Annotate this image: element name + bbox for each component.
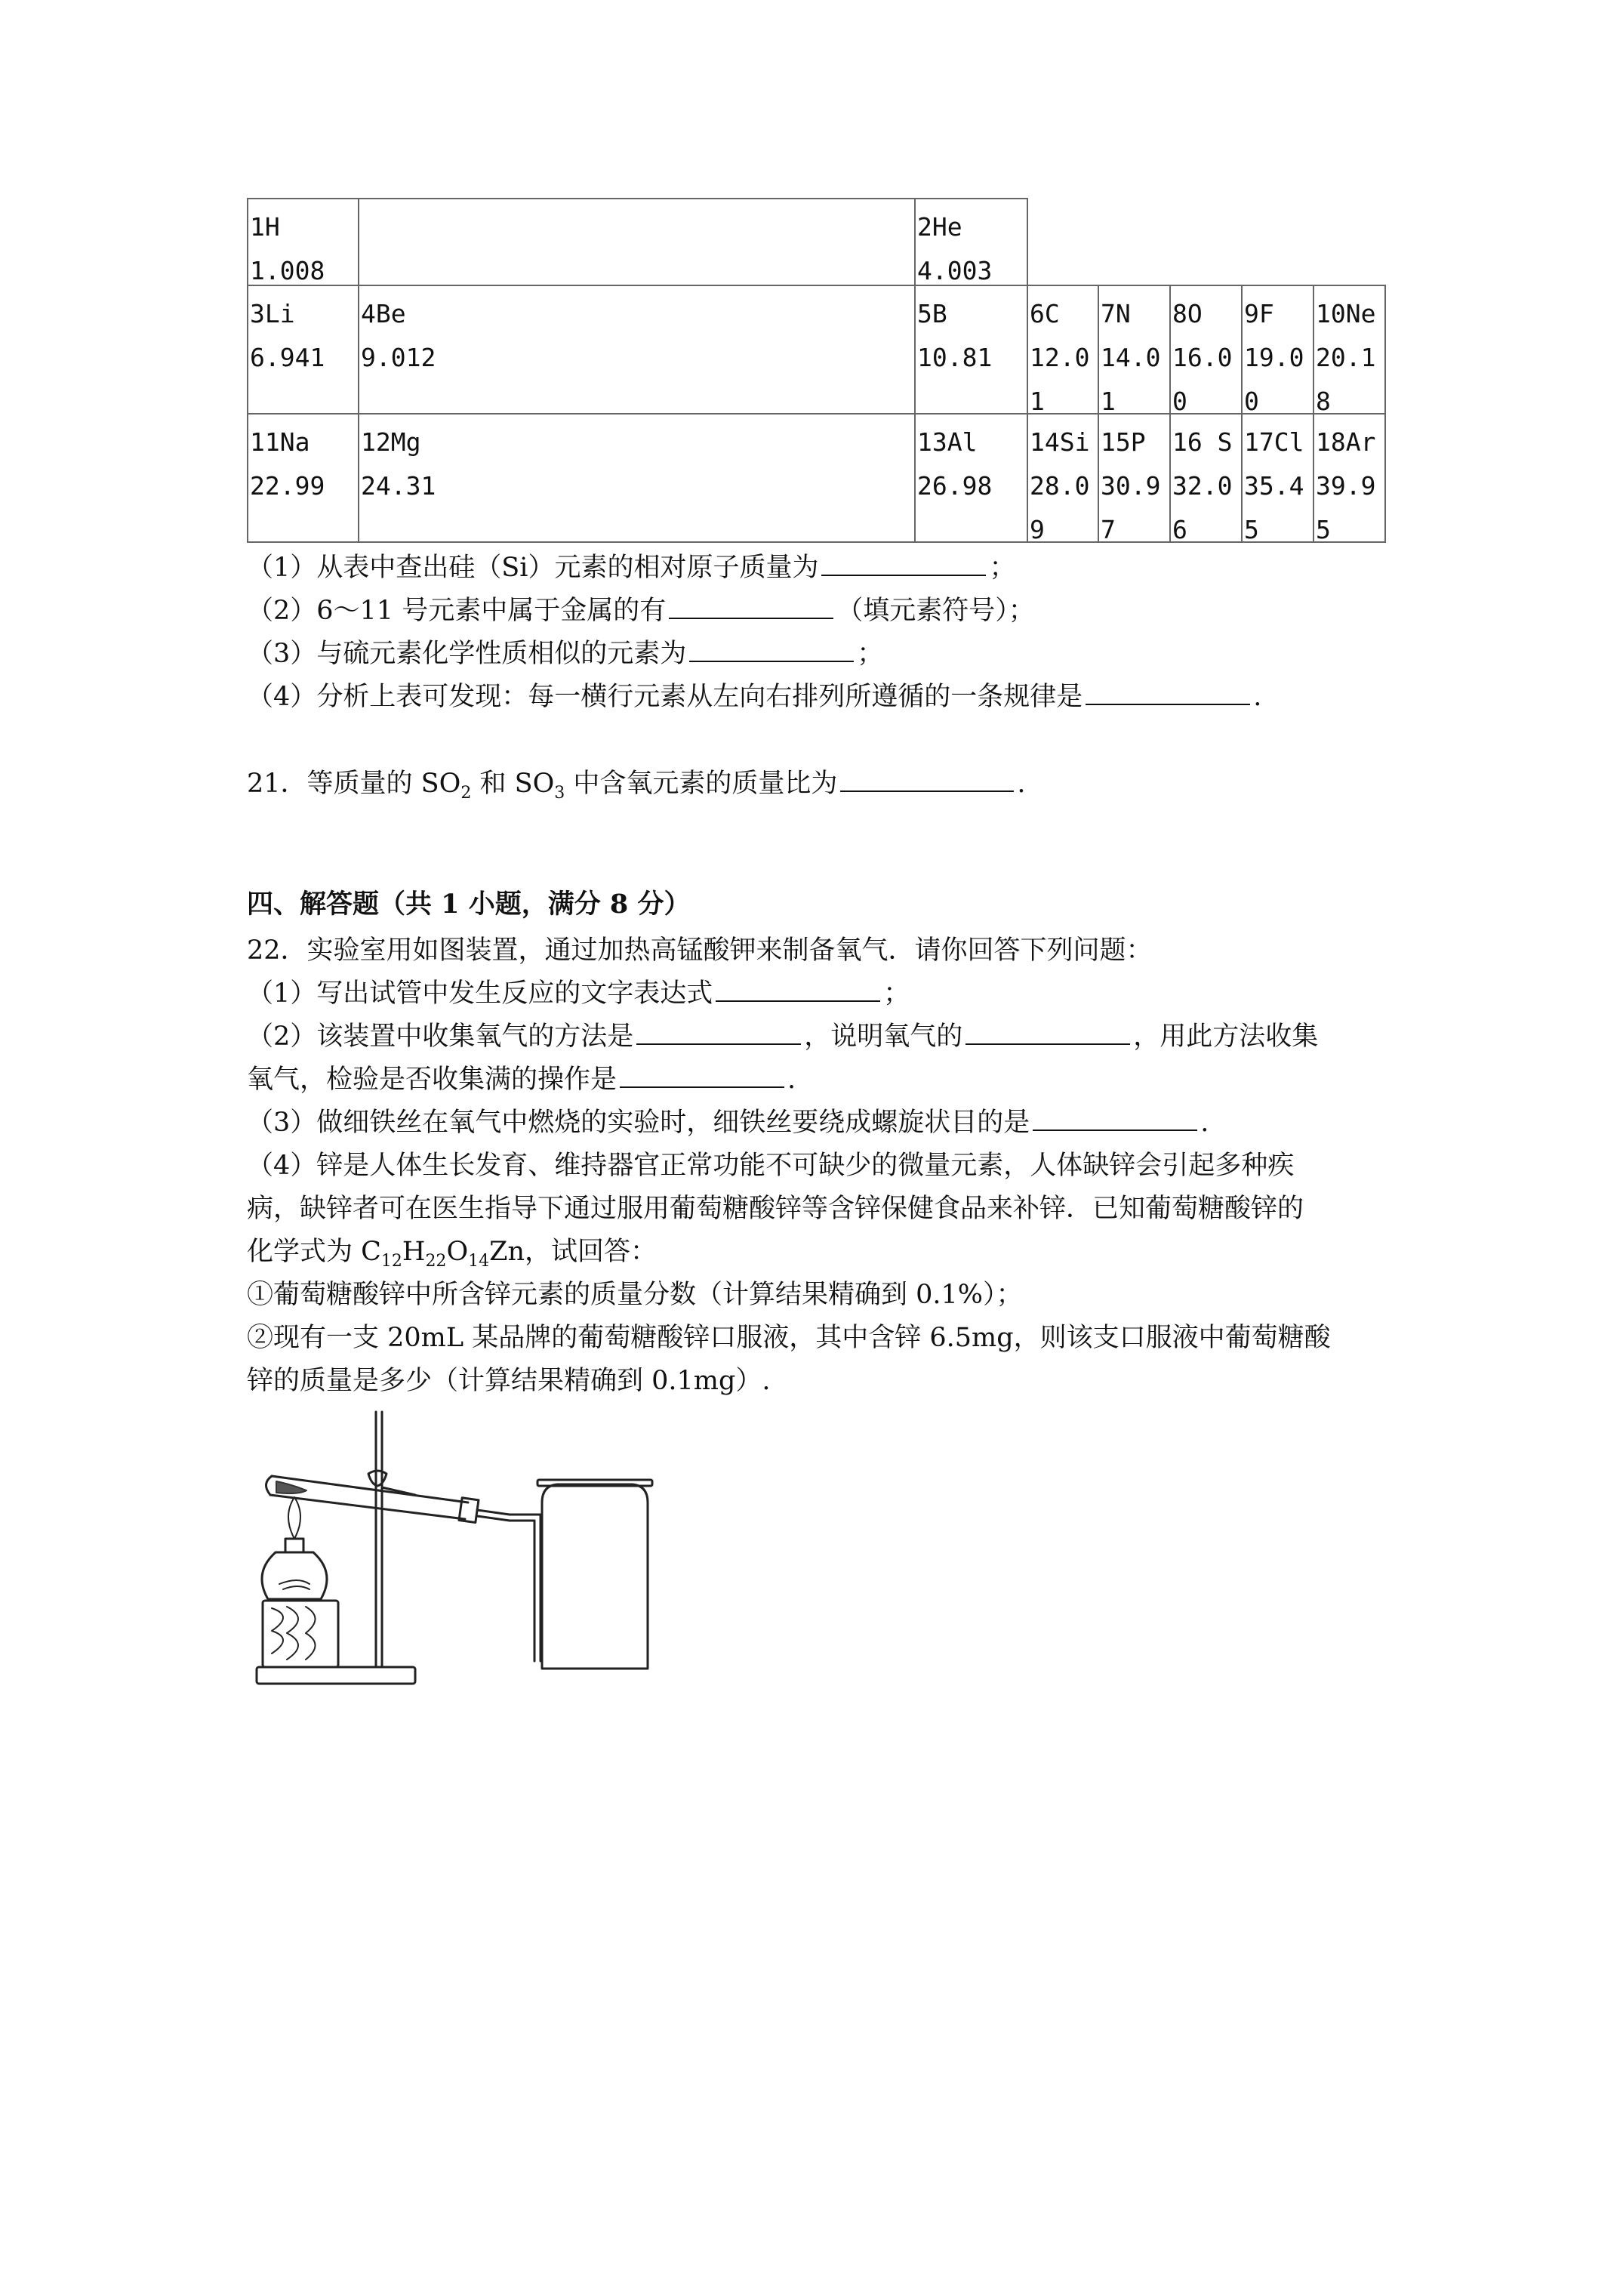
element-mass: 4.003: [917, 256, 993, 285]
answer-blank: [1086, 677, 1250, 705]
glass-plate: [537, 1480, 652, 1486]
wood-block: [263, 1601, 338, 1667]
collection-tube: [510, 1515, 540, 1661]
q22-item-2-line2: 氧气，检验是否收集满的操作是 .: [247, 1059, 796, 1101]
table-cell-n: 7N 14.01: [1098, 285, 1171, 415]
q22-sub-question-2-line1: ②现有一支 20mL 某品牌的葡萄糖酸锌口服液，其中含锌 6.5mg，则该支口服液中葡萄糖酸: [247, 1323, 1331, 1353]
section-heading: 四、解答题（共 1 小题，满分 8 分）: [247, 889, 691, 920]
table-cell-s: 16 S 32.06: [1169, 413, 1243, 543]
table-cell-na: 11Na 22.99: [247, 413, 359, 543]
answer-blank: [689, 634, 854, 662]
table-cell-b: 5B 10.81: [914, 285, 1028, 415]
q22-item-1: （1）写出试管中发生反应的文字表达式 ；: [247, 972, 910, 1015]
delivery-tube: [477, 1510, 510, 1515]
table-cell-h: [247, 198, 359, 286]
element-symbol: 2He: [917, 212, 962, 242]
table-cell-c: 6C 12.01: [1027, 285, 1099, 415]
table-cell-li: 3Li 6.941: [247, 285, 359, 415]
answer-blank: [716, 974, 880, 1002]
q22-sub-question-1: ①葡萄糖酸锌中所含锌元素的质量分数（计算结果精确到 0.1%）；: [247, 1280, 1023, 1310]
table-cell-be: 4Be 9.012: [358, 285, 916, 415]
q20-item-4: （4）分析上表可发现：每一横行元素从左向右排列所遵循的一条规律是 .: [247, 676, 1261, 718]
table-cell-cl: 17Cl 35.45: [1241, 413, 1314, 543]
answer-blank: [840, 764, 1014, 792]
stand-base: [257, 1667, 415, 1684]
q22-intro: 22．实验室用如图装置，通过加热高锰酸钾来制备氧气．请你回答下列问题：: [247, 935, 1153, 966]
answer-blank: [1033, 1103, 1197, 1131]
table-cell-f: 9F 19.00: [1241, 285, 1314, 415]
answer-blank: [669, 591, 833, 619]
gas-bottle: [510, 1480, 652, 1669]
table-cell-empty: [358, 198, 916, 286]
q22-item-2-line1: （2）该装置中收集氧气的方法是 ，说明氧气的 ，用此方法收集: [247, 1015, 1318, 1058]
q22-item-4-line3: 化学式为 $C_{12}H_{22}O_{14}Zn$，试回答：: [247, 1237, 658, 1271]
table-cell-si: 14Si 28.09: [1027, 413, 1099, 543]
q22-item-4-line1: （4）锌是人体生长发育、维持器官正常功能不可缺少的微量元素，人体缺锌会引起多种疾: [247, 1151, 1295, 1181]
answer-blank: [620, 1060, 784, 1088]
test-tube: [266, 1476, 510, 1523]
q22-item-3: （3）做细铁丝在氧气中燃烧的实验时，细铁丝要绕成螺旋状目的是 .: [247, 1102, 1209, 1144]
q20-item-3: （3）与硫元素化学性质相似的元素为 ；: [247, 633, 883, 675]
table-cell-o: 8O 16.00: [1169, 285, 1243, 415]
apparatus-illustration: [242, 1404, 664, 1699]
table-cell-ar: 18Ar 39.95: [1313, 413, 1386, 543]
table-cell-p: 15P 30.97: [1098, 413, 1171, 543]
table-cell-al: 13Al 26.98: [914, 413, 1028, 543]
answer-blank: [636, 1017, 801, 1045]
clamp-knob: [368, 1471, 387, 1486]
element-symbol: 1H: [250, 212, 280, 242]
table-cell-ne: 10Ne 20.18: [1313, 285, 1386, 415]
answer-blank: [821, 548, 986, 576]
answer-blank: [965, 1017, 1130, 1045]
table-cell-he: [914, 198, 1028, 286]
table-cell-mg: 12Mg 24.31: [358, 413, 916, 543]
alcohol-lamp: [262, 1497, 327, 1599]
q20-item-1: （1）从表中查出硅（Si）元素的相对原子质量为 ；: [247, 547, 1015, 589]
q22-sub-question-2-line2: 锌的质量是多少（计算结果精确到 0.1mg）.: [247, 1366, 771, 1396]
q22-item-4-line2: 病，缺锌者可在医生指导下通过服用葡萄糖酸锌等含锌保健食品来补锌．已知葡萄糖酸锌的: [247, 1194, 1304, 1224]
flame-icon: [288, 1497, 300, 1539]
q21: 21．等质量的 $SO_2$ 和 $SO_3$ 中含氧元素的质量比为 .: [247, 763, 1026, 815]
element-mass: 1.008: [250, 256, 325, 285]
q20-item-2: （2）6～11 号元素中属于金属的有 （填元素符号）；: [247, 590, 1035, 632]
